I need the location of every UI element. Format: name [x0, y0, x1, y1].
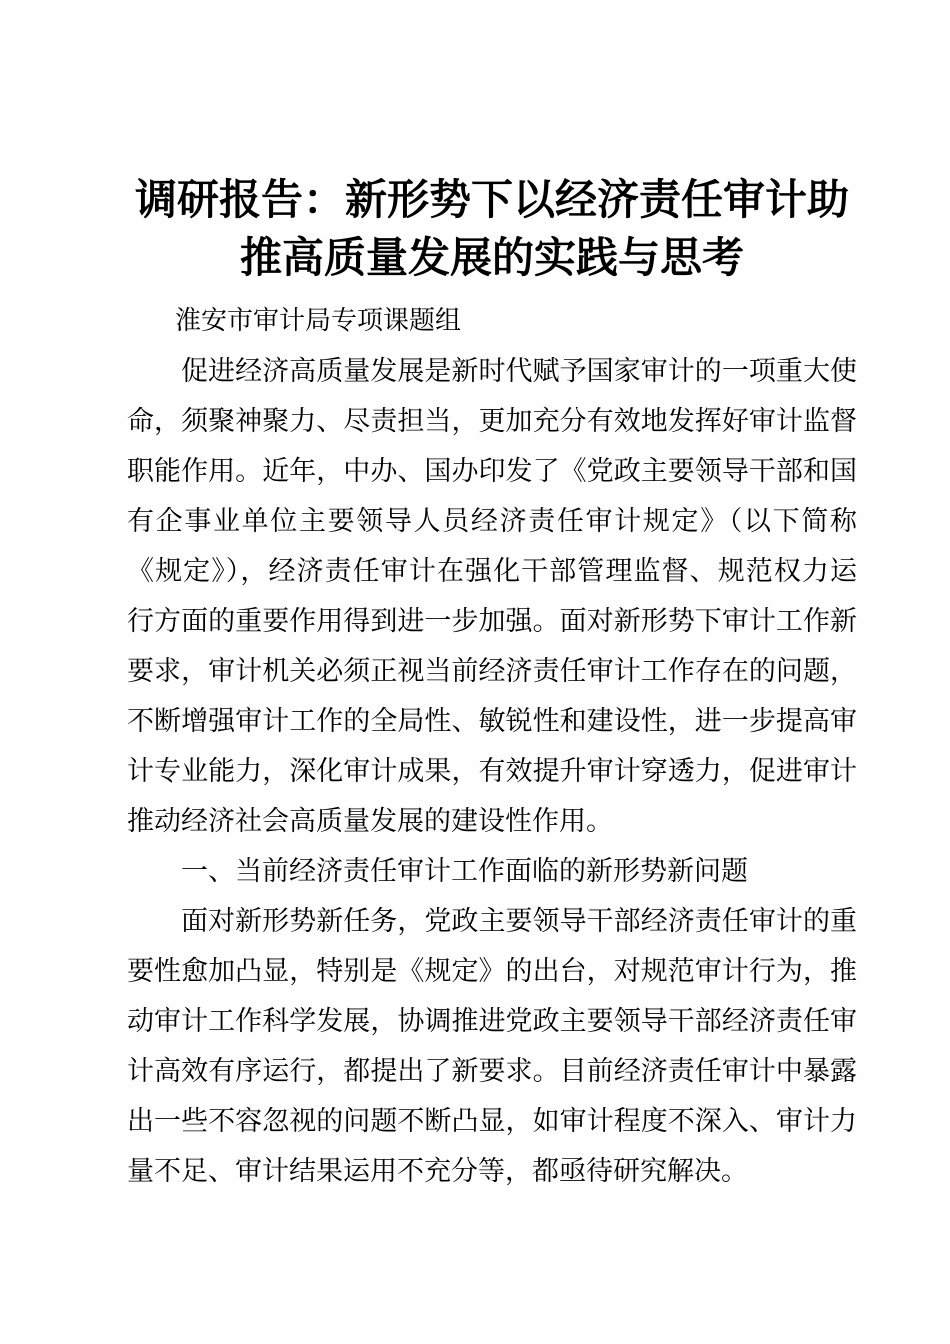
- body-line: 计高效有序运行，都提出了新要求。目前经济责任审计中暴露: [127, 1056, 857, 1086]
- section-heading: 一、当前经济责任审计工作面临的新形势新问题: [181, 856, 748, 886]
- body-line: 面对新形势新任务，党政主要领导干部经济责任审计的重: [181, 906, 857, 936]
- body-line: 职能作用。近年，中办、国办印发了《党政主要领导干部和国: [127, 456, 857, 486]
- body-line: 不断增强审计工作的全局性、敏锐性和建设性，进一步提高审: [127, 706, 857, 736]
- body-line: 要性愈加凸显，特别是《规定》的出台，对规范审计行为，推: [127, 956, 857, 986]
- body-line: 计专业能力，深化审计成果，有效提升审计穿透力，促进审计: [127, 756, 857, 786]
- title-line-1: 调研报告：新形势下以经济责任审计助: [134, 178, 849, 224]
- body-line: 量不足、审计结果运用不充分等，都亟待研究解决。: [127, 1156, 748, 1186]
- document-body: [127, 346, 857, 1196]
- body-line: 《规定》），经济责任审计在强化干部管理监督、规范权力运: [127, 556, 857, 586]
- body-line: 出一些不容忽视的问题不断凸显，如审计程度不深入、审计力: [127, 1106, 857, 1136]
- body-line: 要求，审计机关必须正视当前经济责任审计工作存在的问题，: [127, 656, 857, 686]
- document-title: [127, 172, 857, 288]
- document-content: [127, 172, 857, 1196]
- body-line: 动审计工作科学发展，协调推进党政主要领导干部经济责任审: [127, 1006, 857, 1036]
- body-line: 推动经济社会高质量发展的建设性作用。: [127, 806, 613, 836]
- body-line: 命，须聚神聚力、尽责担当，更加充分有效地发挥好审计监督: [127, 406, 857, 436]
- body-line: 行方面的重要作用得到进一步加强。面对新形势下审计工作新: [127, 606, 857, 636]
- byline: 淮安市审计局专项课题组: [175, 305, 462, 335]
- body-line: 促进经济高质量发展是新时代赋予国家审计的一项重大使: [181, 356, 857, 386]
- body-line: 有企事业单位主要领导人员经济责任审计规定》（以下简称: [127, 506, 857, 536]
- title-line-2: 推高质量发展的实践与思考: [239, 236, 744, 282]
